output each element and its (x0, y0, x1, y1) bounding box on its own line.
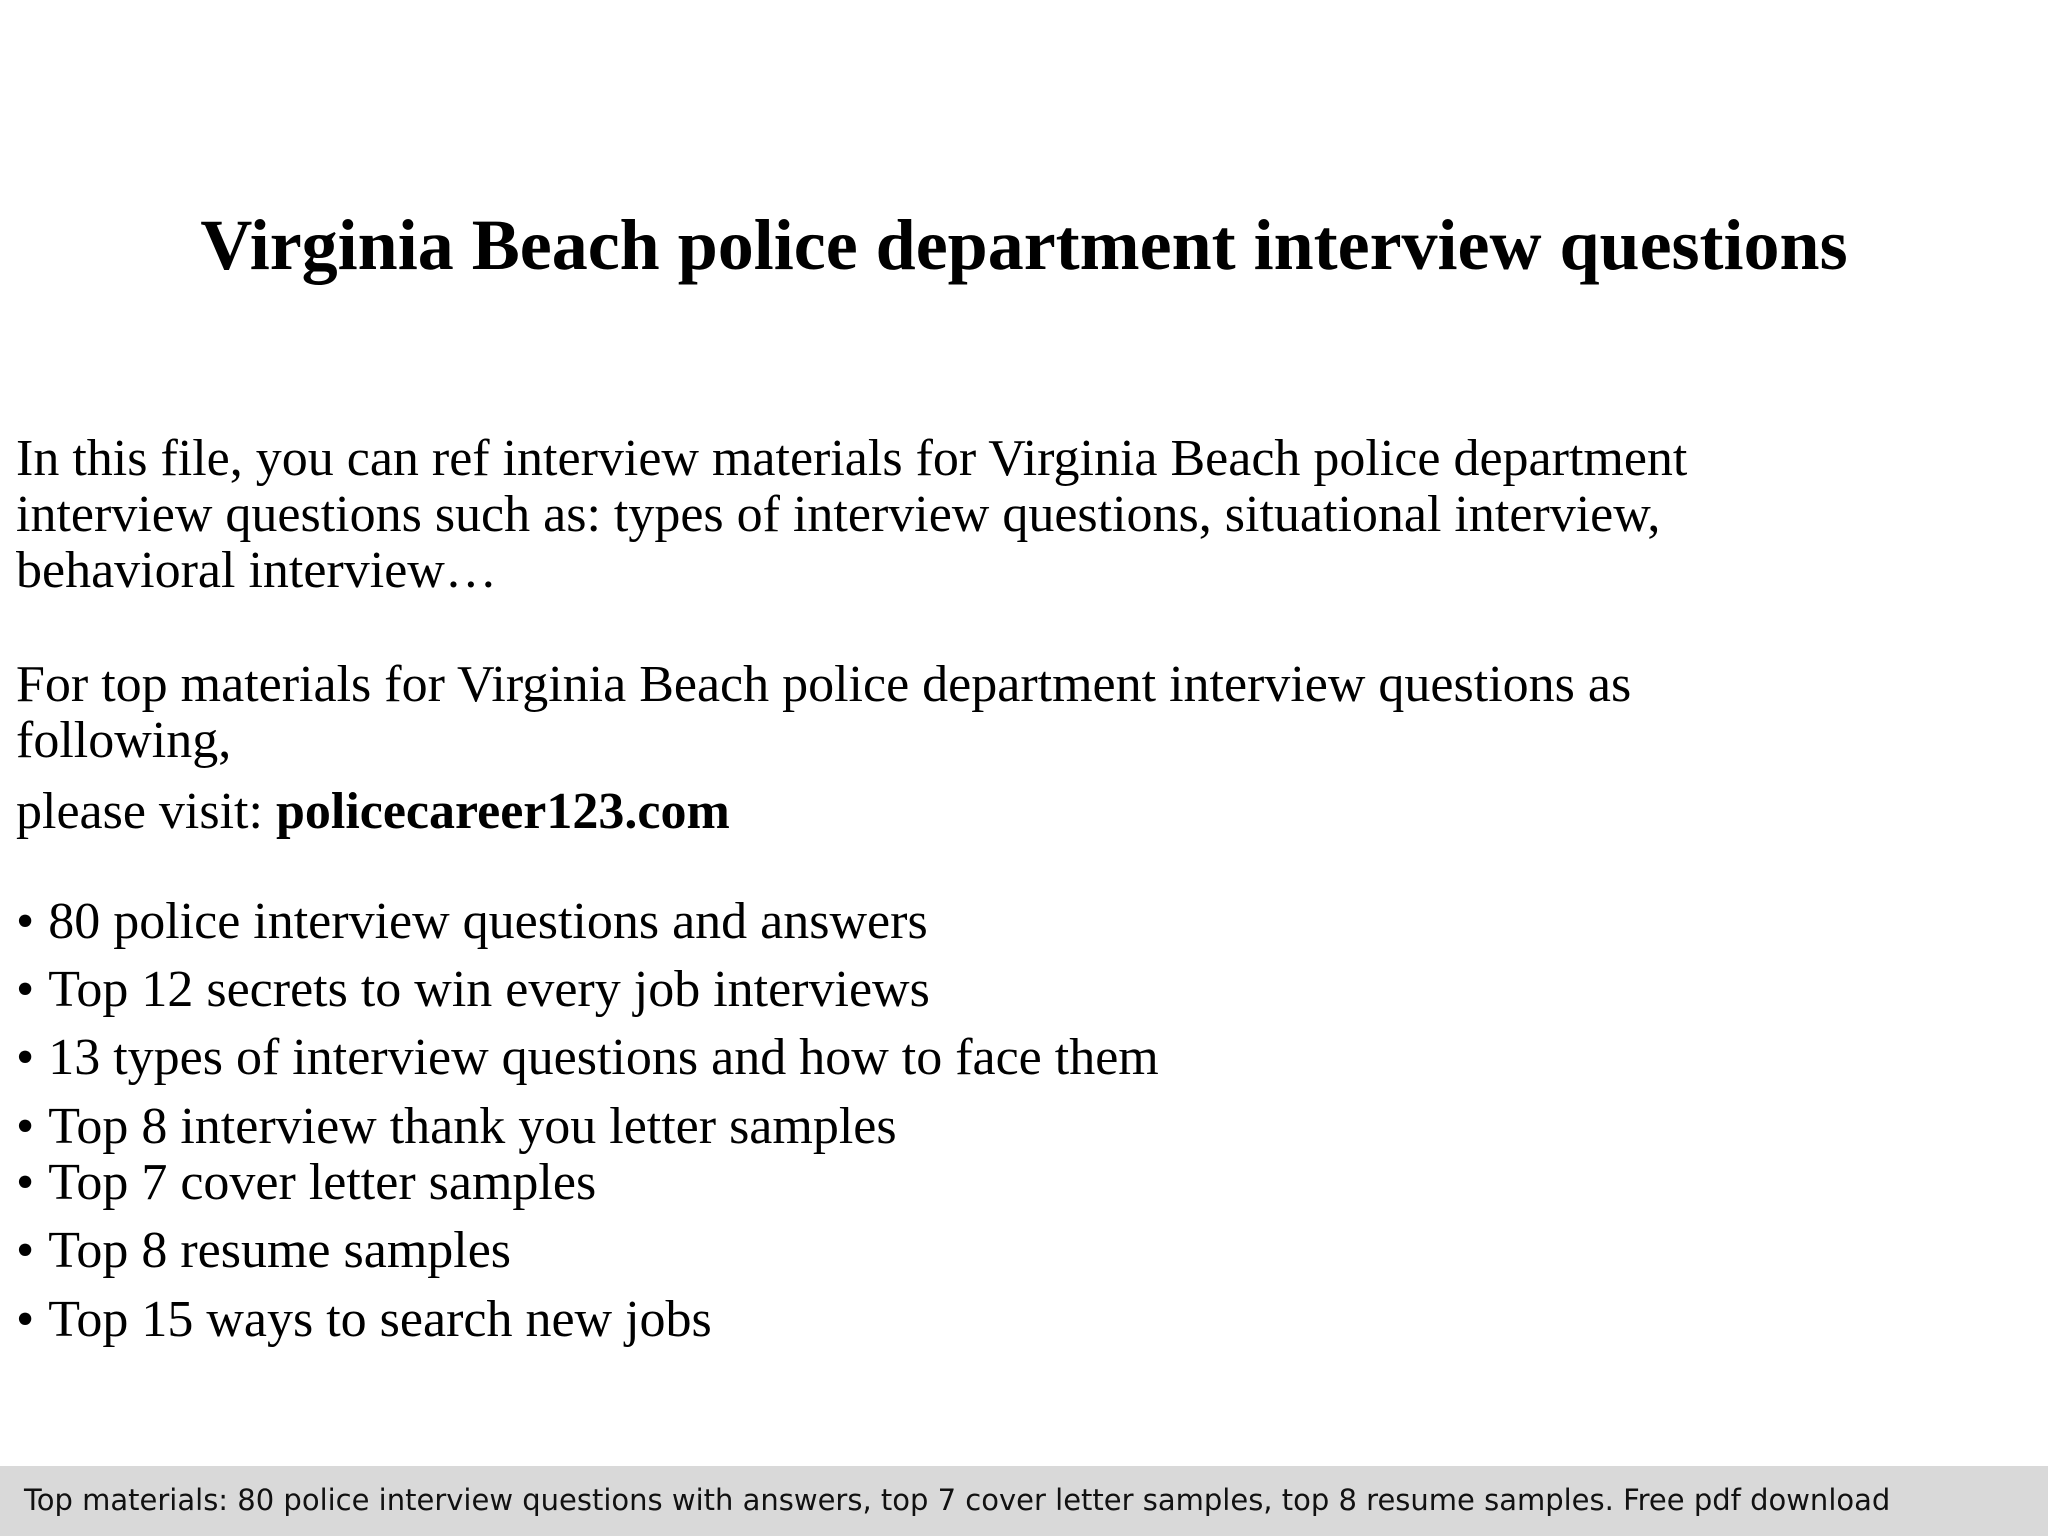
bullet-dot: • (16, 961, 35, 1018)
footer-text[interactable]: Top materials: 80 police interview questions with answers, top 7 cover letter samples, top 8 resume samples. Free pdf download (24, 1483, 1891, 1517)
bullet-dot: • (16, 1154, 35, 1211)
intro-line: interview questions such as: types of interview questions, situational interview, (16, 486, 1661, 543)
bullet-dot: • (16, 1029, 35, 1086)
bullet-item (16, 1288, 712, 1352)
intro-line: In this file, you can ref interview materials for Virginia Beach police department (16, 430, 1688, 487)
bullet-text: 80 police interview questions and answers (48, 893, 928, 950)
bullet-dot: • (16, 1098, 35, 1155)
bullet-dot: • (16, 1222, 35, 1279)
bullet-text: Top 8 resume samples (48, 1222, 512, 1279)
website-link[interactable]: policecareer123.com (275, 783, 730, 840)
bullet-dot: • (16, 1291, 35, 1348)
visit-line (16, 779, 1976, 845)
top-materials-line: following, (16, 712, 232, 769)
intro-paragraph (16, 431, 1976, 599)
bullet-text: Top 8 interview thank you letter samples (48, 1098, 897, 1155)
bullet-text: Top 7 cover letter samples (48, 1154, 597, 1211)
top-materials-line: For top materials for Virginia Beach police department interview questions as (16, 656, 1632, 713)
bullet-item (16, 1151, 596, 1215)
top-materials-paragraph (16, 657, 1976, 845)
bullet-item (16, 1095, 897, 1159)
slide-title: Virginia Beach police department interview questions (200, 205, 1848, 285)
footer-banner (0, 1466, 2048, 1536)
bullet-dot: • (16, 893, 35, 950)
bullet-text: 13 types of interview questions and how to face them (48, 1029, 1159, 1086)
visit-prefix: please visit: (16, 783, 276, 840)
bullet-item (16, 890, 928, 954)
bullet-text: Top 12 secrets to win every job interviews (48, 961, 930, 1018)
bullet-item (16, 958, 930, 1022)
intro-line: behavioral interview… (16, 542, 497, 599)
bullet-item (16, 1219, 511, 1283)
bullet-item (16, 1026, 1159, 1090)
bullet-text: Top 15 ways to search new jobs (48, 1291, 712, 1348)
